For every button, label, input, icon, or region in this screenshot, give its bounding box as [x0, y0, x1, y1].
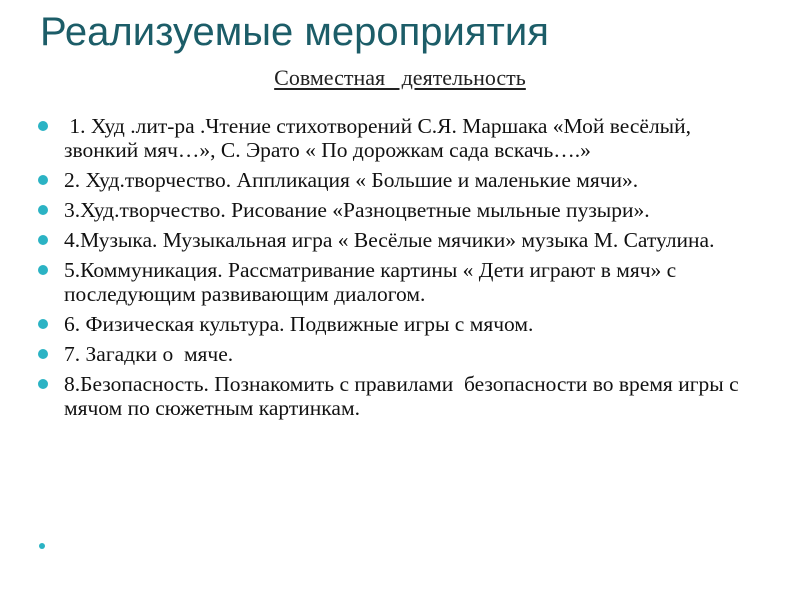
- list-item-text: 7. Загадки о мяче.: [64, 342, 234, 366]
- circle-bullet-icon: [38, 175, 48, 185]
- list-item-text: 5.Коммуникация. Рассматривание картины « Дети играют в мяч» с последующим развивающим диалогом.: [64, 258, 687, 306]
- list-item-text: 3.Худ.творчество. Рисование «Разноцветные мыльные пузыри».: [64, 198, 650, 222]
- circle-bullet-icon: [38, 121, 48, 131]
- list-item: [0, 372, 800, 420]
- list-item-text: 8.Безопасность. Познакомить с правилами безопасности во время игры с мячом по сюжетным картинкам.: [64, 372, 745, 420]
- list-item-text: 4.Музыка. Музыкальная игра « Весёлые мячики» музыка М. Сатулина.: [64, 228, 715, 252]
- list-item: [0, 342, 800, 366]
- slide-subtitle: Совместная деятельность: [274, 65, 526, 90]
- activity-list: [0, 114, 800, 426]
- circle-bullet-icon: [38, 235, 48, 245]
- circle-bullet-icon: [38, 349, 48, 359]
- circle-bullet-icon: [38, 379, 48, 389]
- list-item: [0, 312, 800, 336]
- list-item-text: 1. Худ .лит-ра .Чтение стихотворений С.Я. Маршака «Мой весёлый, звонкий мяч…», С. Эрато « По дорожкам сада вскачь….»: [64, 114, 697, 162]
- list-item-text: 6. Физическая культура. Подвижные игры с мячом.: [64, 312, 534, 336]
- slide-title: Реализуемые мероприятия: [40, 10, 549, 54]
- empty-bullet-icon: [39, 543, 45, 549]
- circle-bullet-icon: [38, 205, 48, 215]
- list-item: [0, 168, 800, 192]
- list-item-text: 2. Худ.творчество. Аппликация « Большие и маленькие мячи».: [64, 168, 639, 192]
- list-item: [0, 198, 800, 222]
- list-item: [0, 228, 800, 252]
- circle-bullet-icon: [38, 319, 48, 329]
- list-item: [0, 258, 800, 306]
- list-item: [0, 114, 800, 162]
- circle-bullet-icon: [38, 265, 48, 275]
